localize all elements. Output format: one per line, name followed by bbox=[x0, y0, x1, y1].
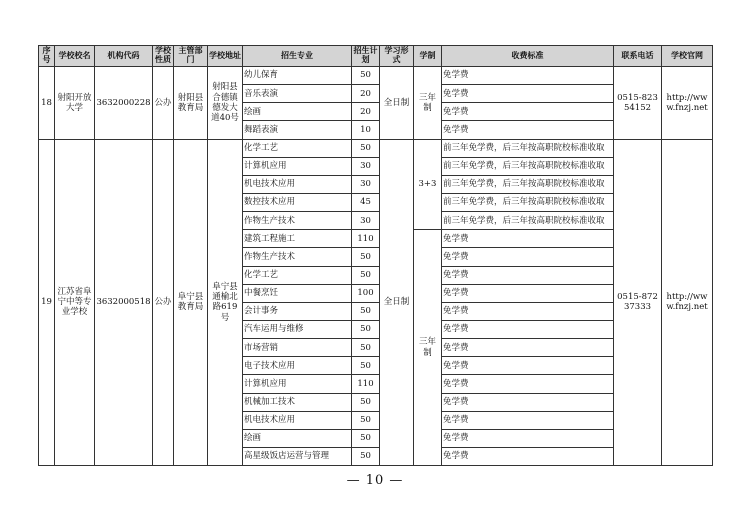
major-name: 数控技术应用 bbox=[243, 193, 352, 211]
major-name: 化学工艺 bbox=[243, 266, 352, 284]
enroll-plan: 50 bbox=[352, 139, 380, 157]
enroll-plan: 50 bbox=[352, 320, 380, 338]
fee-standard: 免学费 bbox=[442, 121, 614, 139]
header-fee: 收费标准 bbox=[442, 46, 614, 67]
contact-phone: 0515-87237333 bbox=[614, 139, 662, 466]
enroll-plan: 110 bbox=[352, 230, 380, 248]
fee-standard: 免学费 bbox=[442, 248, 614, 266]
header-org-code: 机构代码 bbox=[95, 46, 153, 67]
major-name: 建筑工程施工 bbox=[243, 230, 352, 248]
fee-standard: 前三年免学费，后三年按高职院校标准收取 bbox=[442, 139, 614, 157]
major-name: 绘画 bbox=[243, 103, 352, 121]
fee-standard: 前三年免学费，后三年按高职院校标准收取 bbox=[442, 193, 614, 211]
enroll-plan: 20 bbox=[352, 103, 380, 121]
school-nature: 公办 bbox=[153, 67, 174, 140]
header-dept: 主管部门 bbox=[174, 46, 208, 67]
major-name: 高星级饭店运营与管理 bbox=[243, 447, 352, 465]
duration: 三年制 bbox=[414, 230, 442, 466]
fee-standard: 免学费 bbox=[442, 302, 614, 320]
header-form: 学习形式 bbox=[380, 46, 414, 67]
enrollment-table bbox=[38, 45, 713, 466]
school-address: 阜宁县通榆北路619号 bbox=[208, 139, 243, 466]
fee-standard: 免学费 bbox=[442, 411, 614, 429]
enroll-plan: 50 bbox=[352, 411, 380, 429]
table-row bbox=[39, 139, 713, 157]
major-name: 计算机应用 bbox=[243, 375, 352, 393]
school-nature: 公办 bbox=[153, 139, 174, 466]
fee-standard: 前三年免学费，后三年按高职院校标准收取 bbox=[442, 175, 614, 193]
major-name: 机电技术应用 bbox=[243, 411, 352, 429]
enroll-plan: 50 bbox=[352, 447, 380, 465]
school-name: 射阳开放大学 bbox=[55, 67, 95, 140]
major-name: 机械加工技术 bbox=[243, 393, 352, 411]
header-row bbox=[39, 46, 713, 67]
fee-standard: 免学费 bbox=[442, 339, 614, 357]
enroll-plan: 30 bbox=[352, 157, 380, 175]
school-seq: 19 bbox=[39, 139, 55, 466]
header-address: 学校地址 bbox=[208, 46, 243, 67]
enroll-plan: 30 bbox=[352, 212, 380, 230]
header-phone: 联系电话 bbox=[614, 46, 662, 67]
fee-standard: 前三年免学费，后三年按高职院校标准收取 bbox=[442, 212, 614, 230]
fee-standard: 前三年免学费，后三年按高职院校标准收取 bbox=[442, 157, 614, 175]
header-major: 招生专业 bbox=[243, 46, 352, 67]
major-name: 汽车运用与维修 bbox=[243, 320, 352, 338]
fee-standard: 免学费 bbox=[442, 375, 614, 393]
fee-standard: 免学费 bbox=[442, 284, 614, 302]
fee-standard: 免学费 bbox=[442, 103, 614, 121]
major-name: 作物生产技术 bbox=[243, 212, 352, 230]
duration: 三年制 bbox=[414, 67, 442, 140]
major-name: 化学工艺 bbox=[243, 139, 352, 157]
header-duration: 学制 bbox=[414, 46, 442, 67]
fee-standard: 免学费 bbox=[442, 393, 614, 411]
fee-standard: 免学费 bbox=[442, 67, 614, 85]
enroll-plan: 50 bbox=[352, 266, 380, 284]
enroll-plan: 100 bbox=[352, 284, 380, 302]
major-name: 舞蹈表演 bbox=[243, 121, 352, 139]
major-name: 幼儿保育 bbox=[243, 67, 352, 85]
enroll-plan: 50 bbox=[352, 248, 380, 266]
fee-standard: 免学费 bbox=[442, 320, 614, 338]
header-school-name: 学校校名 bbox=[55, 46, 95, 67]
enroll-plan: 50 bbox=[352, 393, 380, 411]
duration: 3+3 bbox=[414, 139, 442, 230]
supervising-dept: 阜宁县教育局 bbox=[174, 139, 208, 466]
major-name: 机电技术应用 bbox=[243, 175, 352, 193]
fee-standard: 免学费 bbox=[442, 357, 614, 375]
enroll-plan: 50 bbox=[352, 357, 380, 375]
fee-standard: 免学费 bbox=[442, 230, 614, 248]
org-code: 3632000518 bbox=[95, 139, 153, 466]
major-name: 音乐表演 bbox=[243, 85, 352, 103]
fee-standard: 免学费 bbox=[442, 429, 614, 447]
major-name: 会计事务 bbox=[243, 302, 352, 320]
school-address: 射阳县合德镇德发大道40号 bbox=[208, 67, 243, 140]
header-nature: 学校性质 bbox=[153, 46, 174, 67]
major-name: 电子技术应用 bbox=[243, 357, 352, 375]
major-name: 作物生产技术 bbox=[243, 248, 352, 266]
table-row bbox=[39, 67, 713, 85]
enroll-plan: 50 bbox=[352, 302, 380, 320]
school-website: http://www.fnzj.net bbox=[662, 67, 713, 140]
major-name: 计算机应用 bbox=[243, 157, 352, 175]
fee-standard: 免学费 bbox=[442, 266, 614, 284]
school-seq: 18 bbox=[39, 67, 55, 140]
major-name: 中餐烹饪 bbox=[243, 284, 352, 302]
header-seq: 序号 bbox=[39, 46, 55, 67]
page-number: — 10 — bbox=[346, 473, 404, 488]
school-website: http://www.fnzj.net bbox=[662, 139, 713, 466]
enroll-plan: 50 bbox=[352, 429, 380, 447]
contact-phone: 0515-82354152 bbox=[614, 67, 662, 140]
enroll-plan: 45 bbox=[352, 193, 380, 211]
org-code: 3632000228 bbox=[95, 67, 153, 140]
header-website: 学校官网 bbox=[662, 46, 713, 67]
study-form: 全日制 bbox=[380, 67, 414, 140]
school-name: 江苏省阜宁中等专业学校 bbox=[55, 139, 95, 466]
supervising-dept: 射阳县教育局 bbox=[174, 67, 208, 140]
fee-standard: 免学费 bbox=[442, 447, 614, 465]
header-plan: 招生计划 bbox=[352, 46, 380, 67]
study-form: 全日制 bbox=[380, 139, 414, 466]
enroll-plan: 30 bbox=[352, 175, 380, 193]
fee-standard: 免学费 bbox=[442, 85, 614, 103]
enroll-plan: 50 bbox=[352, 339, 380, 357]
major-name: 绘画 bbox=[243, 429, 352, 447]
enroll-plan: 20 bbox=[352, 85, 380, 103]
major-name: 市场营销 bbox=[243, 339, 352, 357]
enroll-plan: 50 bbox=[352, 67, 380, 85]
table-body bbox=[39, 67, 713, 466]
enroll-plan: 10 bbox=[352, 121, 380, 139]
enroll-plan: 110 bbox=[352, 375, 380, 393]
